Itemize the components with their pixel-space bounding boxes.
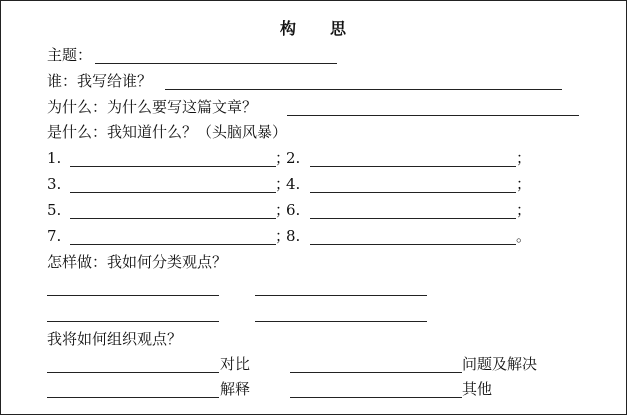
classify-line-4[interactable] bbox=[255, 321, 427, 322]
item-number-4: 4. bbox=[286, 175, 301, 193]
brainstorm-line-1[interactable] bbox=[70, 166, 276, 167]
compare-label: 对比 bbox=[220, 355, 251, 373]
title-left-char: 构 bbox=[280, 19, 297, 38]
organize-line-compare[interactable] bbox=[47, 372, 219, 373]
topic-answer-line[interactable] bbox=[95, 63, 337, 64]
how-classify-label: 怎样做：我如何分类观点？ bbox=[47, 253, 228, 271]
how-organize-label: 我将如何组织观点？ bbox=[47, 330, 183, 348]
separator-semicolon: ； bbox=[275, 175, 291, 193]
brainstorm-line-6[interactable] bbox=[310, 218, 516, 219]
what-label: 是什么：我知道什么？（头脑风暴） bbox=[47, 123, 288, 141]
other-label: 其他 bbox=[462, 380, 493, 398]
classify-line-2[interactable] bbox=[255, 295, 427, 296]
brainstorm-line-8[interactable] bbox=[310, 244, 516, 245]
separator-semicolon: ； bbox=[275, 201, 291, 219]
item-number-6: 6. bbox=[286, 201, 301, 219]
who-answer-line[interactable] bbox=[165, 89, 562, 90]
brainstorm-line-4[interactable] bbox=[310, 192, 516, 193]
who-label: 谁：我写给谁？ bbox=[47, 72, 153, 90]
item-number-5: 5. bbox=[47, 201, 62, 219]
classify-line-3[interactable] bbox=[47, 321, 219, 322]
ending-period: 。 bbox=[516, 227, 532, 245]
organize-line-explain[interactable] bbox=[47, 397, 219, 398]
why-label: 为什么：为什么要写这篇文章？ bbox=[47, 98, 258, 116]
why-answer-line[interactable] bbox=[287, 115, 579, 116]
problem-solution-label: 问题及解决 bbox=[462, 355, 538, 373]
brainstorm-line-3[interactable] bbox=[70, 192, 276, 193]
item-number-2: 2. bbox=[286, 149, 301, 167]
organize-line-problem-solution[interactable] bbox=[290, 372, 462, 373]
organize-line-other[interactable] bbox=[290, 397, 462, 398]
separator-semicolon: ； bbox=[275, 227, 291, 245]
separator-semicolon: ； bbox=[275, 149, 291, 167]
separator-semicolon: ； bbox=[516, 201, 532, 219]
classify-line-1[interactable] bbox=[47, 295, 219, 296]
separator-semicolon: ； bbox=[516, 175, 532, 193]
item-number-1: 1. bbox=[47, 149, 62, 167]
brainstorm-line-2[interactable] bbox=[310, 166, 516, 167]
item-number-8: 8. bbox=[286, 227, 301, 245]
brainstorm-line-5[interactable] bbox=[70, 218, 276, 219]
item-number-3: 3. bbox=[47, 175, 62, 193]
item-number-7: 7. bbox=[47, 227, 62, 245]
title-right-char: 思 bbox=[330, 19, 347, 38]
topic-label: 主题： bbox=[47, 46, 93, 64]
explain-label: 解释 bbox=[220, 380, 251, 398]
brainstorm-line-7[interactable] bbox=[70, 244, 276, 245]
separator-semicolon: ； bbox=[516, 149, 532, 167]
